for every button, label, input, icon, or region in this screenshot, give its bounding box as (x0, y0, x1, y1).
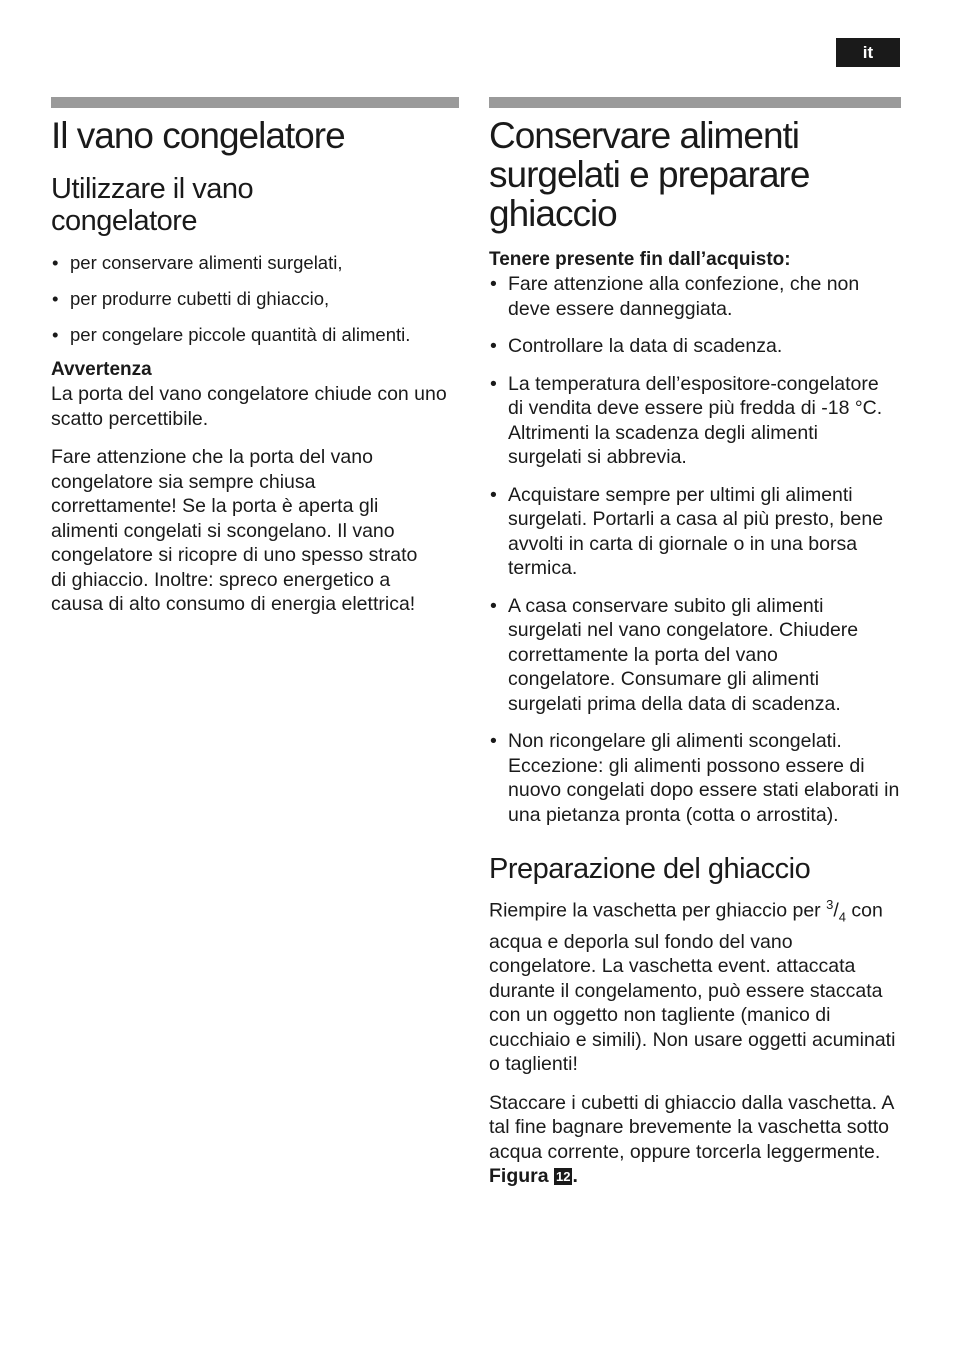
figure-reference: Figura 12 . (489, 1165, 578, 1188)
note-text: La porta del vano congelatore chiude con uno scatto percettibile. (51, 383, 447, 430)
list-item: • Controllare la data di scadenza. (489, 334, 901, 359)
door-paragraph: Fare attenzione che la porta del vano congelatore sia sempre chiusa correttamente! Se la porta è aperta gli alimenti congelati si scongelano. Il vano congelatore si ricopre di uno spesso strato di ghiaccio. Inoltre: spreco energetico a causa di alto consumo di energia elettrica! (51, 446, 418, 615)
section-subtitle: Utilizzare il vano congelatore (51, 173, 254, 237)
list-item: • A casa conservare subito gli alimenti surgelati nel vano congelatore. Chiudere correttamente la porta del vano congelatore. Consumare gli alimenti surgelati prima della data di scadenza. (489, 594, 883, 717)
ice-paragraph-1: Riempire la vaschetta per ghiaccio per $^3/_4$ con acqua e deporla sul fondo del vano congelatore. La vaschetta event. attaccata durante il congelamento, può essere staccata con un oggetto non tagliente (manico di cucchiaio e simili). Non usare oggetti acuminati o taglienti! (489, 897, 896, 1076)
purchase-list (489, 272, 901, 827)
list-item: • Acquistare sempre per ultimi gli alimenti surgelati. Portarli a casa al più presto, bene avvolti in carta di giornale o in una borsa termica. (489, 483, 901, 581)
list-item: • La temperatura dell’espositore-congelatore di vendita deve essere più fredda di -18 °C. Altrimenti la scadenza degli alimenti surgelati si abbrevia. (489, 372, 883, 470)
right-column (489, 97, 901, 1203)
section-rule (489, 97, 901, 108)
note-label: Avvertenza (51, 359, 152, 380)
list-item: • per conservare alimenti surgelati, (51, 251, 459, 275)
list-item: • Fare attenzione alla confezione, che non deve essere danneggiata. (489, 272, 901, 321)
ice-paragraph-2: Staccare i cubetti di ghiaccio dalla vaschetta. A tal fine bagnare brevemente la vaschetta sotto acqua corrente, oppure torcerla leggermente. Figura 12 . (489, 1091, 894, 1188)
usage-list (51, 251, 459, 347)
list-item: • per produrre cubetti di ghiaccio, (51, 287, 459, 311)
list-item: • Non ricongelare gli alimenti scongelati. Eccezione: gli alimenti possono essere di nuovo congelati dopo essere stati elaborati in una pietanza pronta (cotta o arrostita). (489, 729, 901, 827)
language-tab: it (836, 38, 900, 67)
figure-number-badge: 12 (556, 1169, 571, 1185)
ice-section-title: Preparazione del ghiaccio (489, 853, 811, 885)
section-rule (51, 97, 459, 108)
left-column (51, 97, 459, 631)
list-item: • per congelare piccole quantità di alimenti. (51, 323, 420, 347)
section-title: Conservare alimenti surgelati e preparare ghiaccio (489, 115, 810, 234)
intro-label: Tenere presente fin dall’acquisto: (489, 249, 791, 270)
page-title: Il vano congelatore (51, 115, 345, 156)
